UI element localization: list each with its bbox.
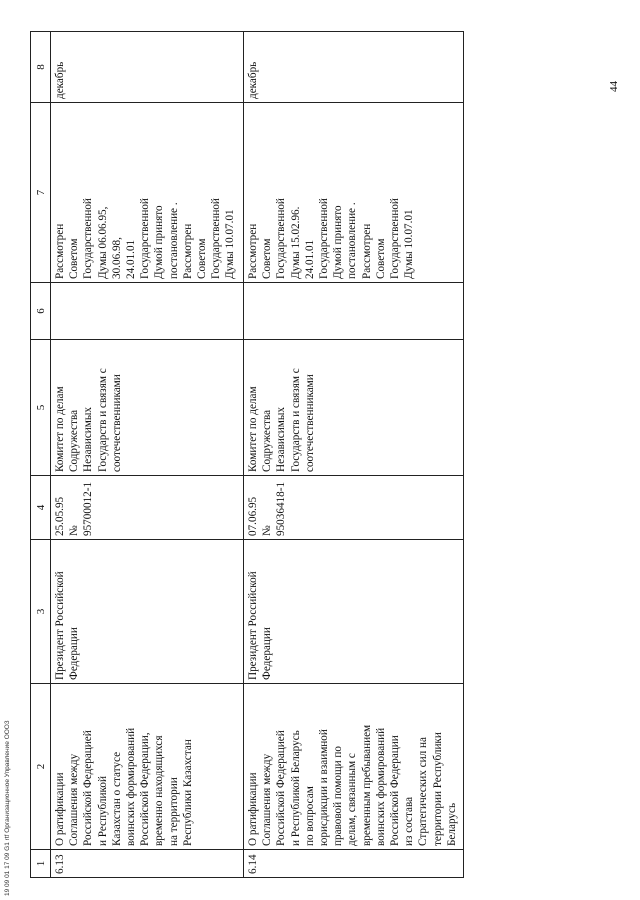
responsible-committee: Комитет по делам Содружества Независимых Государств и связям с соотечественниками: [51, 340, 244, 476]
table-row: [244, 32, 464, 878]
consideration-status: Рассмотрен Советом Государственной Думы 15.02.96. 24.01.01 Государственной Думой принято постановление . Рассмотрен Советом Государственной Думы 10.07.01: [244, 103, 464, 283]
responsible-committee: Комитет по делам Содружества Независимых Государств и связям с соотечественниками: [244, 340, 464, 476]
column-header-row: [31, 32, 51, 878]
initiator: Президент Российской Федерации: [51, 540, 244, 684]
col-header-4: 4: [31, 476, 51, 540]
bills-table: [30, 31, 464, 878]
consideration-status: Рассмотрен Советом Государственной Думы 06.06.95, 30.06.98, 24.01.01 Государственной Думой принято постановление . Рассмотрен Советом Государственной Думы 10.07.01: [51, 103, 244, 283]
bill-title: О ратификации Соглашения между Российской Федерацией и Республикой Казахстан о статусе воинских формирований Российской Федерации, временно находящихся на территории Республики Казахстан: [51, 684, 244, 850]
col-header-8: 8: [31, 32, 51, 103]
item-number: 6.13: [51, 850, 244, 878]
col-header-5: 5: [31, 340, 51, 476]
table-row: [51, 32, 244, 878]
col-header-1: 1: [31, 850, 51, 878]
column-6-cell: [51, 283, 244, 340]
planned-month: декабрь: [244, 32, 464, 103]
col-header-3: 3: [31, 540, 51, 684]
registration-date: 25.05.95 № 95700012-1: [51, 476, 244, 540]
col-header-6: 6: [31, 283, 51, 340]
rotated-page: [30, 30, 482, 878]
col-header-2: 2: [31, 684, 51, 850]
initiator: Президент Российской Федерации: [244, 540, 464, 684]
column-6-cell: [244, 283, 464, 340]
page-number: 44: [608, 81, 620, 92]
bill-title: О ратификации Соглашения между Российской Федерацией и Республикой Беларусь по вопросам юрисдикции и взаимной правовой помощи по делам, связанным с временным пребыванием воинских формирований Российской Федерации из состава Стратегических сил на территории Республики Беларусь: [244, 684, 464, 850]
file-footer: 19 09 01 17 09 G1 rtf Организационное Управление ООО3: [4, 720, 11, 896]
col-header-7: 7: [31, 103, 51, 283]
registration-date: 07.06.95 № 95036418-1: [244, 476, 464, 540]
planned-month: декабрь: [51, 32, 244, 103]
item-number: 6.14: [244, 850, 464, 878]
